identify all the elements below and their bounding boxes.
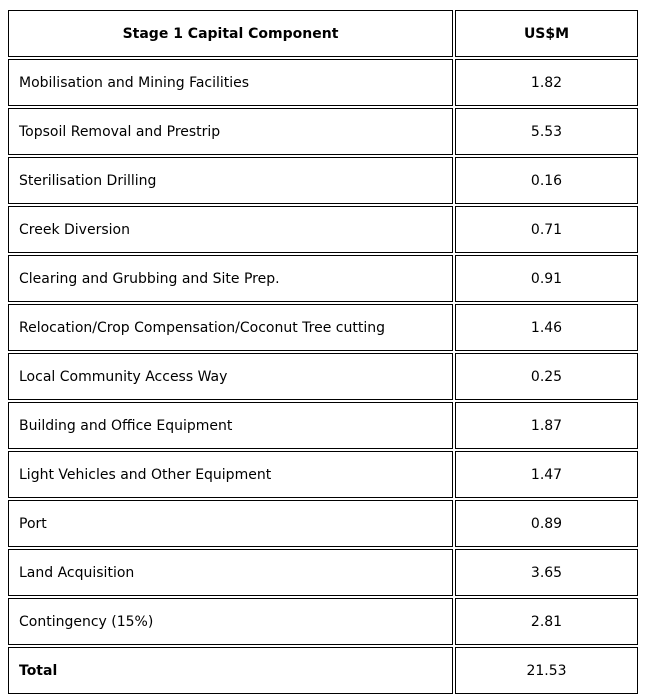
table-row [8, 304, 638, 351]
total-label: Total [8, 647, 453, 694]
row-value: 0.91 [455, 255, 638, 302]
row-label: Building and Office Equipment [8, 402, 453, 449]
header-value: US$M [455, 10, 638, 57]
row-label: Land Acquisition [8, 549, 453, 596]
row-label: Sterilisation Drilling [8, 157, 453, 204]
row-value: 3.65 [455, 549, 638, 596]
header-row [8, 10, 638, 57]
row-label: Port [8, 500, 453, 547]
table-row [8, 451, 638, 498]
table-row [8, 108, 638, 155]
row-value: 0.16 [455, 157, 638, 204]
row-value: 0.71 [455, 206, 638, 253]
row-label: Light Vehicles and Other Equipment [8, 451, 453, 498]
total-value: 21.53 [455, 647, 638, 694]
row-value: 1.46 [455, 304, 638, 351]
row-value: 1.47 [455, 451, 638, 498]
row-label: Contingency (15%) [8, 598, 453, 645]
row-value: 5.53 [455, 108, 638, 155]
header-component: Stage 1 Capital Component [8, 10, 453, 57]
row-label: Local Community Access Way [8, 353, 453, 400]
table-row [8, 402, 638, 449]
table-row [8, 353, 638, 400]
row-label: Creek Diversion [8, 206, 453, 253]
row-label: Relocation/Crop Compensation/Coconut Tree cutting [8, 304, 453, 351]
table-row [8, 59, 638, 106]
table-row [8, 255, 638, 302]
row-value: 0.25 [455, 353, 638, 400]
table-row [8, 549, 638, 596]
row-label: Mobilisation and Mining Facilities [8, 59, 453, 106]
table-row [8, 157, 638, 204]
total-row [8, 647, 638, 694]
row-value: 1.82 [455, 59, 638, 106]
table-row [8, 500, 638, 547]
row-label: Topsoil Removal and Prestrip [8, 108, 453, 155]
row-label: Clearing and Grubbing and Site Prep. [8, 255, 453, 302]
row-value: 1.87 [455, 402, 638, 449]
row-value: 0.89 [455, 500, 638, 547]
row-value: 2.81 [455, 598, 638, 645]
table-row [8, 598, 638, 645]
table-row [8, 206, 638, 253]
capital-cost-table [6, 8, 640, 696]
